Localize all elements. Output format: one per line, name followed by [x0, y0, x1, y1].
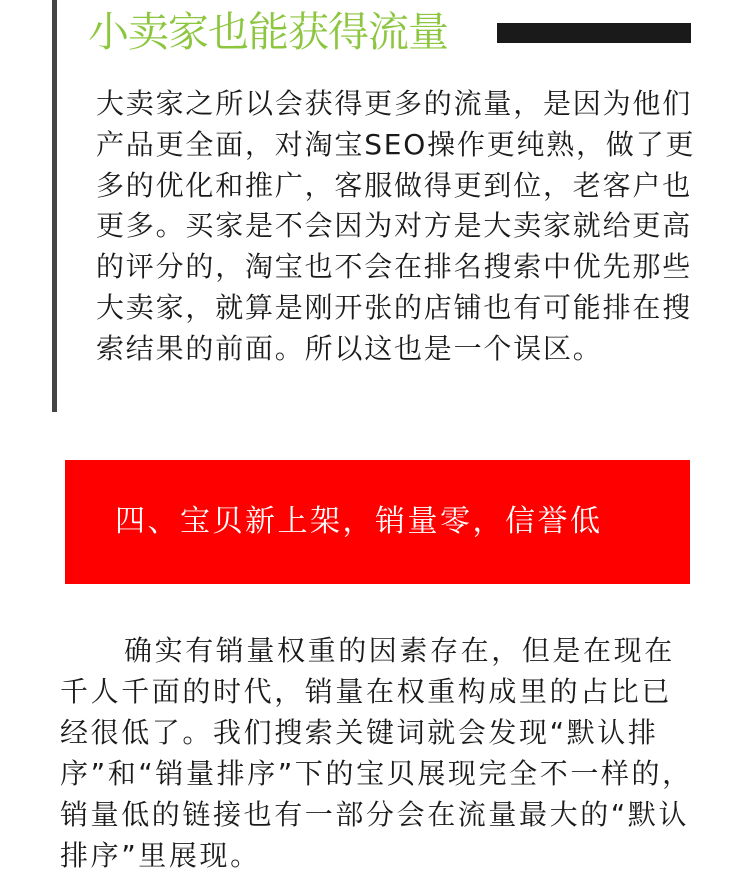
- paragraph-1: 大卖家之所以会获得更多的流量，是因为他们产品更全面，对淘宝SEO操作更纯熟，做了更多的优化和推广，客服做得更到位，老客户也更多。买家是不会因为对方是大卖家就给更高的评分的，淘宝也不会在排名搜索中优先那些大卖家，就算是刚开张的店铺也有可能排在搜索结果的前面。所以这也是一个误区。: [96, 87, 696, 365]
- left-vertical-rule: [52, 0, 57, 412]
- paragraph-2: 确实有销量权重的因素存在，但是在现在千人千面的时代，销量在权重构成里的占比已经很低了。我们搜索关键词就会发现“默认排序”和“销量排序”下的宝贝展现完全不一样的，销量低的链接也有一部分会在流量最大的“默认排序”里展现。: [60, 634, 693, 872]
- banner-title: 四、宝贝新上架，销量零，信誉低: [115, 504, 603, 539]
- red-banner: [65, 460, 690, 584]
- heading-decorative-bar: [497, 23, 691, 43]
- section-heading: 小卖家也能获得流量: [88, 8, 448, 56]
